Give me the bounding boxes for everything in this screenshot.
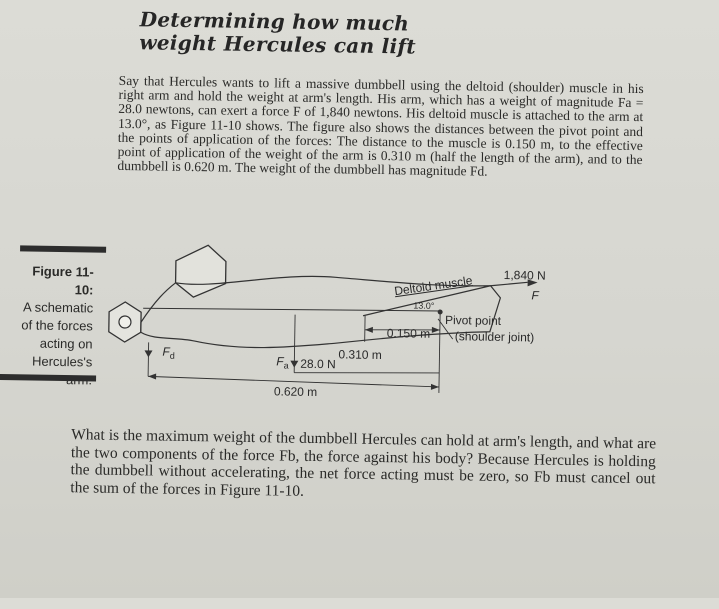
horizontal-axis-line — [143, 306, 440, 313]
dim-dumbbell-arrow-right — [431, 384, 439, 390]
distance-dumbbell-label: 0.620 m — [274, 384, 318, 399]
heading-line-2: weight Hercules can lift — [139, 31, 469, 59]
arm-weight-value-label: 28.0 N — [300, 357, 336, 372]
distance-muscle-label: 0.150 m — [387, 326, 431, 341]
force-arrow-line — [491, 282, 528, 287]
fist-block — [175, 245, 226, 298]
figure-caption-text: A schematic of the forces acting on Hercules's — [21, 299, 93, 387]
arm-schematic-svg — [94, 230, 577, 418]
angle-label: 13.0° — [413, 301, 434, 311]
heading-line-1: Determining how much — [140, 8, 470, 36]
arm-weight-arrow — [290, 361, 298, 368]
arm-weight-label — [276, 354, 289, 370]
pivot-label-line-1: Pivot point — [445, 313, 501, 328]
section-heading — [139, 8, 470, 59]
distance-arm-label: 0.310 m — [338, 347, 382, 362]
intro-paragraph: Say that Hercules wants to lift a massive dumbbell using the deltoid (shoulder) muscle in his right arm and hold the weight at arm's length. His arm, which has a weight of magnitude Fa = 28.0 newtons, can exert a force F of 1,840 newtons. His deltoid muscle is attached to the arm at 13.0°, as Figure 11-10 shows. The figure also shows the distances between the pivot point and the points of application of the forces: The distance to the muscle is 0.150 m, to the effective point of application of the weight of the arm is 0.310 m (half the length of the arm), and to the dumbbell is 0.620 m. The weight of the dumbbell has magnitude Fd. — [117, 74, 643, 182]
force-value-label: 1,840 N — [504, 268, 546, 283]
question-paragraph: What is the maximum weight of the dumbbell Hercules can hold at arm's length, and what are the two components of the force Fb, the force against his body? Because Hercules is holding the dumbbell without accelerating, the net force acting must be zero, so Fb must cancel out the sum of the forces in Figure 11-10. — [70, 426, 656, 505]
dim-arm-line — [294, 371, 439, 375]
arm-weight-subscript: a — [284, 361, 289, 371]
figure-number: Figure 11-10: — [13, 262, 94, 299]
dumbbell-hole — [119, 316, 131, 328]
deltoid-muscle-label: Deltoid muscle — [393, 273, 473, 298]
dim-muscle-arrow-right — [432, 327, 440, 333]
pivot-label-line-2: (shoulder joint) — [455, 329, 535, 344]
force-symbol-label: F — [531, 288, 539, 302]
arm-weight-symbol: F — [276, 354, 284, 368]
dumbbell-force-subscript: d — [170, 351, 175, 361]
dumbbell-force-symbol: F — [162, 345, 170, 359]
dumbbell-force-arrow — [144, 350, 152, 357]
dumbbell-drop — [148, 342, 149, 376]
figure-caption — [12, 262, 94, 389]
pivot-drop — [439, 312, 440, 393]
dumbbell-force-label — [162, 345, 175, 361]
dim-dumbbell-arrow-left — [148, 373, 156, 379]
arm-force-diagram — [94, 230, 577, 418]
caption-rule-top — [20, 245, 106, 252]
dim-muscle-arrow-left — [365, 327, 373, 333]
